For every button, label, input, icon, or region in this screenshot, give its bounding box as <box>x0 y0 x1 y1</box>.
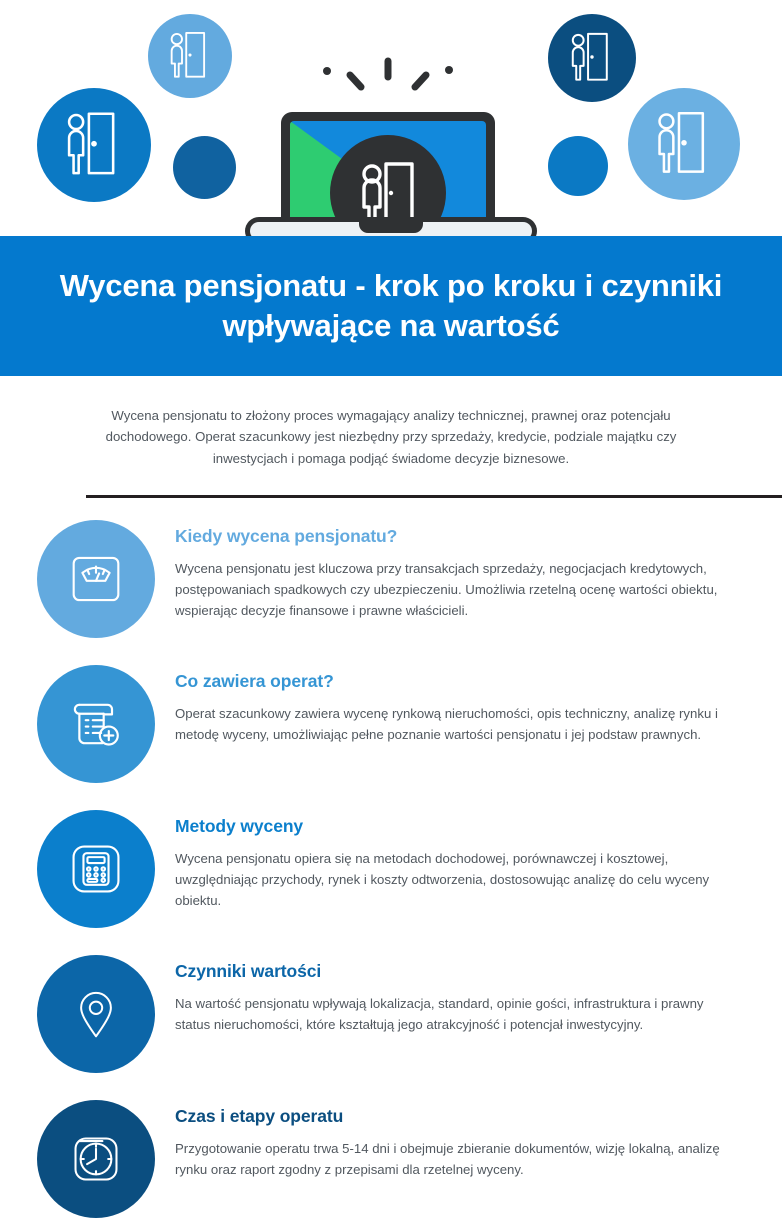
decor-circle-left-plain <box>173 136 236 199</box>
calculator-icon <box>63 836 129 902</box>
section-body <box>155 955 740 1035</box>
section-item <box>0 1100 782 1218</box>
section-icon-circle <box>37 1100 155 1218</box>
section-heading: Czas i etapy operatu <box>175 1106 344 1127</box>
section-paragraph: Wycena pensjonatu opiera się na metodach dochodowej, porównawczej i kosztowej, uwzględniając przychody, rynek i koszty odtworzenia, dostosowując analizę do celu wyceny obiektu. <box>175 851 710 909</box>
section-icon-circle <box>37 665 155 783</box>
clock-icon <box>64 1127 128 1191</box>
section-icon-circle <box>37 955 155 1073</box>
decor-circle-right-dark <box>548 14 636 102</box>
decor-circle-left-small-light <box>148 14 232 98</box>
section-body <box>155 1100 740 1180</box>
map-pin-icon <box>65 983 127 1045</box>
section-item <box>0 520 782 638</box>
section-heading: Kiedy wycena pensjonatu? <box>175 526 398 547</box>
section-body <box>155 810 740 911</box>
person-door-icon <box>548 14 636 102</box>
hero-illustration <box>0 0 782 236</box>
title-band <box>0 236 782 376</box>
section-heading: Co zawiera operat? <box>175 671 334 692</box>
decor-circle-right-plain <box>548 136 608 196</box>
section-icon-circle <box>37 810 155 928</box>
decor-circle-right-large-light <box>628 88 740 200</box>
section-paragraph: Operat szacunkowy zawiera wycenę rynkową nieruchomości, opis techniczny, analizę rynku i metodę wyceny, umożliwiając pełne poznanie wartości pensjonatu i jej podstaw prawnych. <box>175 706 718 743</box>
section-list <box>0 498 782 1218</box>
laptop-person-door-icon <box>243 57 539 236</box>
section-heading: Metody wyceny <box>175 816 304 837</box>
page-title: Wycena pensjonatu - krok po kroku i czynniki wpływające na wartość <box>59 268 723 343</box>
person-door-icon <box>628 88 740 200</box>
section-body <box>155 520 740 621</box>
section-item <box>0 955 782 1073</box>
intro-section <box>0 376 782 498</box>
section-heading: Czynniki wartości <box>175 961 322 982</box>
bathroom-scale-icon <box>65 548 127 610</box>
section-item <box>0 665 782 783</box>
section-icon-circle <box>37 520 155 638</box>
section-item <box>0 810 782 928</box>
intro-paragraph: Wycena pensjonatu to złożony proces wymagający analizy technicznej, prawnej oraz potencjału dochodowego. Operat szacunkowy jest niezbędny przy sprzedaży, kredycie, podziale majątku czy inwestycjach i pomaga podjąć świadome decyzje biznesowe. <box>105 408 677 466</box>
person-door-icon <box>37 88 151 202</box>
decor-circle-left-large <box>37 88 151 202</box>
section-paragraph: Wycena pensjonatu jest kluczowa przy transakcjach sprzedaży, negocjacjach kredytowych, postępowaniach spadkowych czy ubezpieczeniu. Umożliwia rzetelną ocenę wartości obiektu, wspierając decyzje finansowe i prawne właścicieli. <box>175 561 718 619</box>
document-add-icon <box>64 692 128 756</box>
section-paragraph: Przygotowanie operatu trwa 5-14 dni i obejmuje zbieranie dokumentów, wizję lokalną, analizę rynku oraz raport zgodny z przepisami dla rzetelnej wyceny. <box>175 1141 720 1178</box>
person-door-icon <box>148 14 232 98</box>
section-paragraph: Na wartość pensjonatu wpływają lokalizacja, standard, opinie gości, infrastruktura i prawny status nieruchomości, które kształtują jego atrakcyjność i potencjał inwestycyjny. <box>175 996 704 1033</box>
section-body <box>155 665 740 745</box>
